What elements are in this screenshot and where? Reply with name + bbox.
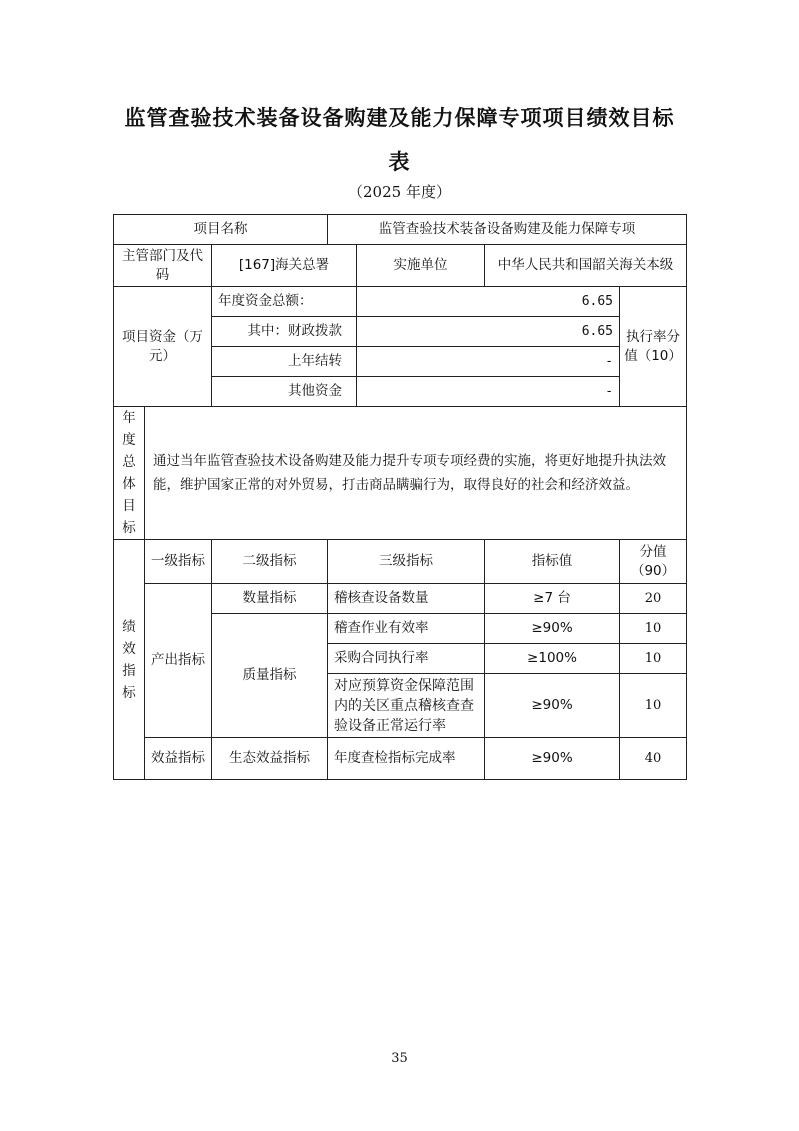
- quality-indicator-label: 质量指标: [212, 614, 328, 738]
- benefit-indicator-label: 效益指标: [145, 738, 212, 780]
- dept-value: [167]海关总署: [212, 245, 357, 287]
- row-value: ≥90%: [485, 738, 620, 780]
- row-value: ≥90%: [485, 674, 620, 738]
- row-value: ≥90%: [485, 614, 620, 644]
- eco-benefit-indicator-label: 生态效益指标: [212, 738, 328, 780]
- row-score: 10: [620, 614, 687, 644]
- impl-value: 中华人民共和国韶关海关本级: [485, 245, 687, 287]
- header-level3: 三级指标: [328, 540, 485, 584]
- document-title: 监管查验技术装备设备购建及能力保障专项项目绩效目标: [124, 106, 675, 130]
- header-value: 指标值: [485, 540, 620, 584]
- funds-total-label: 年度资金总额：: [212, 287, 357, 317]
- row-score: 10: [620, 674, 687, 738]
- page-number: 35: [391, 1051, 408, 1066]
- document-title-continued: 表: [388, 150, 411, 174]
- header-score: 分值（90）: [620, 540, 687, 584]
- header-level2: 二级指标: [212, 540, 328, 584]
- row-name: 对应预算资金保障范围内的关区重点稽核查查验设备正常运行率: [328, 674, 485, 738]
- year-label: （2025 年度）: [348, 183, 451, 201]
- funds-carry-value: -: [357, 347, 620, 377]
- row-value: ≥100%: [485, 644, 620, 674]
- row-score: 20: [620, 584, 687, 614]
- dept-label: 主管部门及代码: [114, 245, 212, 287]
- row-name: 年度查检指标完成率: [328, 738, 485, 780]
- row-name: 稽查作业有效率: [328, 614, 485, 644]
- funds-total-value: 6.65: [357, 287, 620, 317]
- performance-target-table: [113, 214, 687, 780]
- funds-fiscal-label: 其中：财政拨款: [212, 317, 357, 347]
- annual-goal-text: 通过当年监管查验技术设备购建及能力提升专项专项经费的实施，将更好地提升执法效能，维护国家正常的对外贸易，打击商品瞒骗行为，取得良好的社会和经济效益。: [145, 407, 687, 540]
- funds-carry-label: 上年结转: [212, 347, 357, 377]
- row-score: 10: [620, 644, 687, 674]
- header-level1: 一级指标: [145, 540, 212, 584]
- funds-label: 项目资金（万元）: [114, 287, 212, 407]
- quantity-indicator-label: 数量指标: [212, 584, 328, 614]
- annual-goal-label: 年度总体目标: [114, 407, 145, 540]
- row-name: 稽核查设备数量: [328, 584, 485, 614]
- funds-fiscal-value: 6.65: [357, 317, 620, 347]
- perf-indicator-label: 绩效指标: [114, 540, 145, 780]
- funds-other-value: -: [357, 377, 620, 407]
- row-value: ≥7 台: [485, 584, 620, 614]
- project-name-value: 监管查验技术装备设备购建及能力保障专项: [328, 215, 687, 245]
- exec-rate-label: 执行率分值（10）: [620, 287, 687, 407]
- project-name-label: 项目名称: [114, 215, 328, 245]
- funds-other-label: 其他资金: [212, 377, 357, 407]
- impl-label: 实施单位: [357, 245, 485, 287]
- row-name: 采购合同执行率: [328, 644, 485, 674]
- output-indicator-label: 产出指标: [145, 584, 212, 738]
- row-score: 40: [620, 738, 687, 780]
